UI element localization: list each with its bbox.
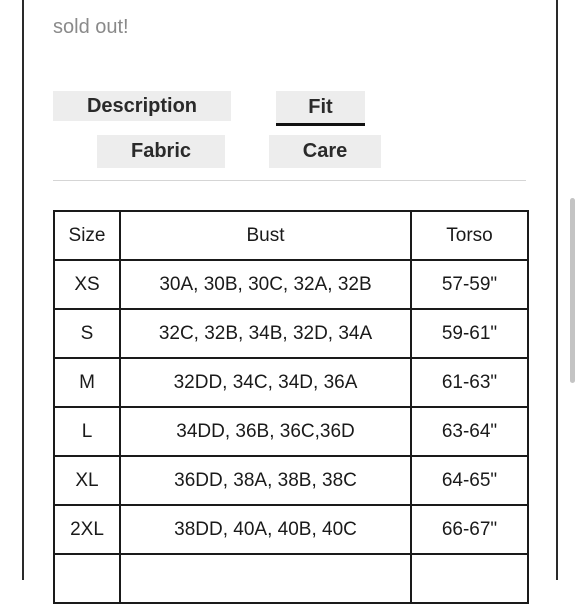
cell-size: L [54, 407, 120, 456]
cell-torso: 63-64" [411, 407, 528, 456]
tab-care[interactable]: Care [269, 135, 381, 168]
cell-bust: 32DD, 34C, 34D, 36A [120, 358, 411, 407]
scrollbar[interactable] [570, 198, 575, 383]
cell-size: 2XL [54, 505, 120, 554]
header-bust: Bust [120, 211, 411, 260]
cell-bust: 34DD, 36B, 36C,36D [120, 407, 411, 456]
content-frame-right-border [556, 0, 558, 580]
cell-torso [411, 554, 528, 603]
table-row [54, 554, 528, 603]
cell-bust: 36DD, 38A, 38B, 38C [120, 456, 411, 505]
tab-description[interactable]: Description [53, 91, 231, 121]
cell-size [54, 554, 120, 603]
table-header-row [54, 211, 528, 260]
cell-size: XL [54, 456, 120, 505]
cell-bust [120, 554, 411, 603]
availability-status: sold out! [53, 16, 129, 38]
cell-size: XS [54, 260, 120, 309]
table-row [54, 260, 528, 309]
cell-size: M [54, 358, 120, 407]
cell-torso: 57-59" [411, 260, 528, 309]
content-frame-left-border [22, 0, 24, 580]
table-row [54, 456, 528, 505]
cell-size: S [54, 309, 120, 358]
cell-bust: 38DD, 40A, 40B, 40C [120, 505, 411, 554]
header-size: Size [54, 211, 120, 260]
tabs-divider [53, 180, 526, 181]
cell-bust: 30A, 30B, 30C, 32A, 32B [120, 260, 411, 309]
tab-fit[interactable]: Fit [276, 91, 365, 126]
table-row [54, 505, 528, 554]
header-torso: Torso [411, 211, 528, 260]
cell-bust: 32C, 32B, 34B, 32D, 34A [120, 309, 411, 358]
cell-torso: 66-67" [411, 505, 528, 554]
size-chart-table [53, 210, 529, 604]
cell-torso: 64-65" [411, 456, 528, 505]
table-row [54, 407, 528, 456]
table-row [54, 309, 528, 358]
cell-torso: 61-63" [411, 358, 528, 407]
cell-torso: 59-61" [411, 309, 528, 358]
table-row [54, 358, 528, 407]
tab-fabric[interactable]: Fabric [97, 135, 225, 168]
